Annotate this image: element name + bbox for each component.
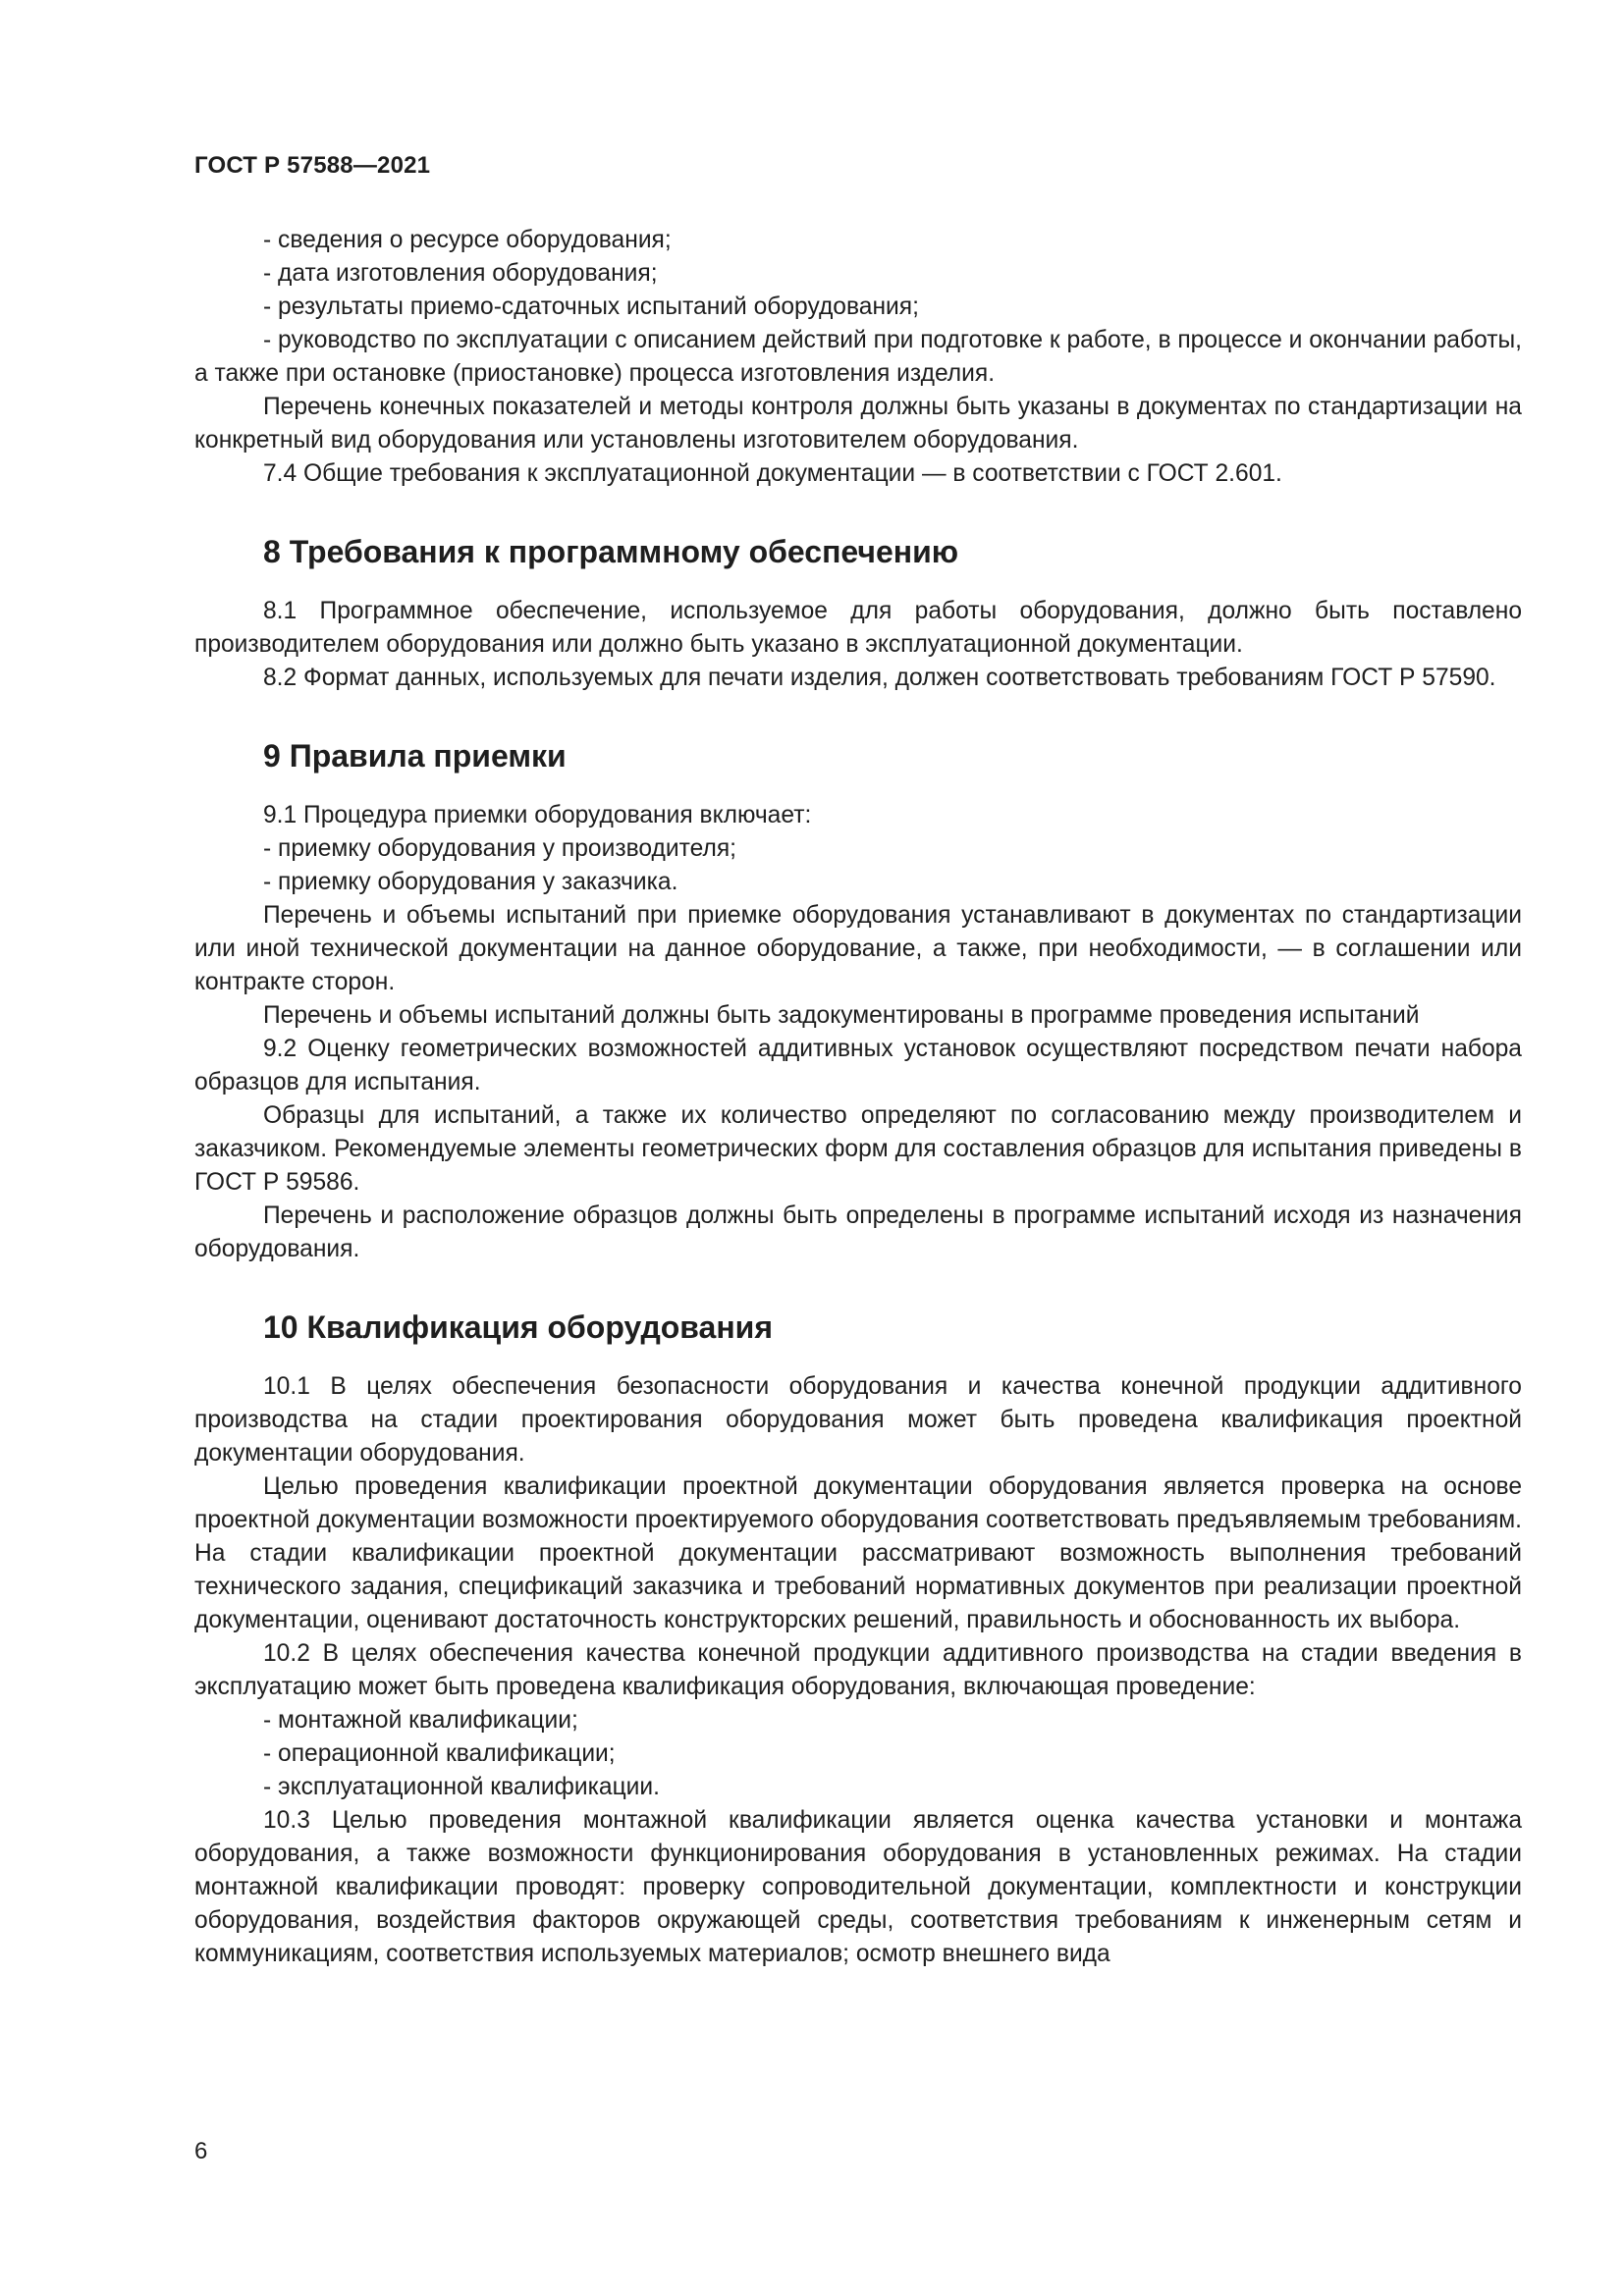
page-content: [194, 224, 1522, 1971]
section-8-heading: 8 Требования к программному обеспечению: [263, 534, 959, 569]
paragraph: 10.1 В целях обеспечения безопасности оборудования и качества конечной продукции аддитивного производства на стадии проектирования оборудования может быть проведена квалификация проектной документации оборудования.: [194, 1373, 1522, 1467]
paragraph: 10.3 Целью проведения монтажной квалификации является оценка качества установки и монтажа оборудования, а также возможности функционирования оборудования в установленных режимах. На стадии монтажной квалификации проводят: проверку сопроводительной документации, комплектности и конструкции оборудования, воздействия факторов окружающей среды, соответствия требованиям к инженерным сетям и коммуникациям, соответствия используемых материалов; осмотр внешнего вида: [194, 1807, 1522, 1967]
list-item: - результаты приемо-сдаточных испытаний оборудования;: [263, 294, 919, 320]
paragraph: 9.1 Процедура приемки оборудования включает:: [263, 802, 812, 828]
section-10-heading: 10 Квалификация оборудования: [263, 1309, 774, 1345]
list-item: - приемку оборудования у производителя;: [263, 835, 736, 862]
list-item: - дата изготовления оборудования;: [263, 260, 658, 287]
page-number: 6: [194, 2138, 208, 2164]
paragraph: Целью проведения квалификации проектной документации оборудования является проверка на основе проектной документации возможности проектируемого оборудования соответствовать предъявляемым требованиям. На стадии квалификации проектной документации рассматривают возможность выполнения требований технического задания, спецификаций заказчика и требований нормативных документов при реализации проектной документации, оценивают достаточность конструкторских решений, правильность и обоснованность их выбора.: [194, 1473, 1522, 1633]
paragraph: Перечень и объемы испытаний при приемке оборудования устанавливают в документах по стандартизации или иной технической документации на данное оборудование, а также, при необходимости, — в соглашении или контракте сторон.: [194, 902, 1522, 995]
list-item: - сведения о ресурсе оборудования;: [263, 227, 672, 253]
document-header: ГОСТ Р 57588—2021: [194, 152, 431, 179]
paragraph: 7.4 Общие требования к эксплуатационной документации — в соответствии с ГОСТ 2.601.: [263, 460, 1282, 487]
paragraph: 9.2 Оценку геометрических возможностей аддитивных установок осуществляют посредством печати набора образцов для испытания.: [194, 1036, 1522, 1095]
list-item: - эксплуатационной квалификации.: [263, 1774, 660, 1800]
section-9-heading: 9 Правила приемки: [263, 738, 567, 774]
list-item: - приемку оборудования у заказчика.: [263, 869, 678, 895]
list-item: - операционной квалификации;: [263, 1740, 616, 1767]
list-item: - монтажной квалификации;: [263, 1707, 578, 1734]
paragraph: Образцы для испытаний, а также их количество определяют по согласованию между производителем и заказчиком. Рекомендуемые элементы геометрических форм для составления образцов для испытания приведены в ГОСТ Р 59586.: [194, 1102, 1522, 1196]
paragraph: Перечень и объемы испытаний должны быть задокументированы в программе проведения испытаний: [263, 1002, 1420, 1029]
paragraph: 8.1 Программное обеспечение, используемое для работы оборудования, должно быть поставлено производителем оборудования или должно быть указано в эксплуатационной документации.: [194, 598, 1522, 658]
list-item: - руководство по эксплуатации с описанием действий при подготовке к работе, в процессе и окончании работы, а также при остановке (приостановке) процесса изготовления изделия.: [194, 327, 1522, 387]
paragraph: Перечень конечных показателей и методы контроля должны быть указаны в документах по стандартизации на конкретный вид оборудования или установлены изготовителем оборудования.: [194, 394, 1522, 454]
paragraph: Перечень и расположение образцов должны быть определены в программе испытаний исходя из назначения оборудования.: [194, 1202, 1522, 1262]
paragraph: 10.2 В целях обеспечения качества конечной продукции аддитивного производства на стадии введения в эксплуатацию может быть проведена квалификация оборудования, включающая проведение:: [194, 1640, 1522, 1700]
paragraph: 8.2 Формат данных, используемых для печати изделия, должен соответствовать требованиям ГОСТ Р 57590.: [263, 665, 1496, 691]
